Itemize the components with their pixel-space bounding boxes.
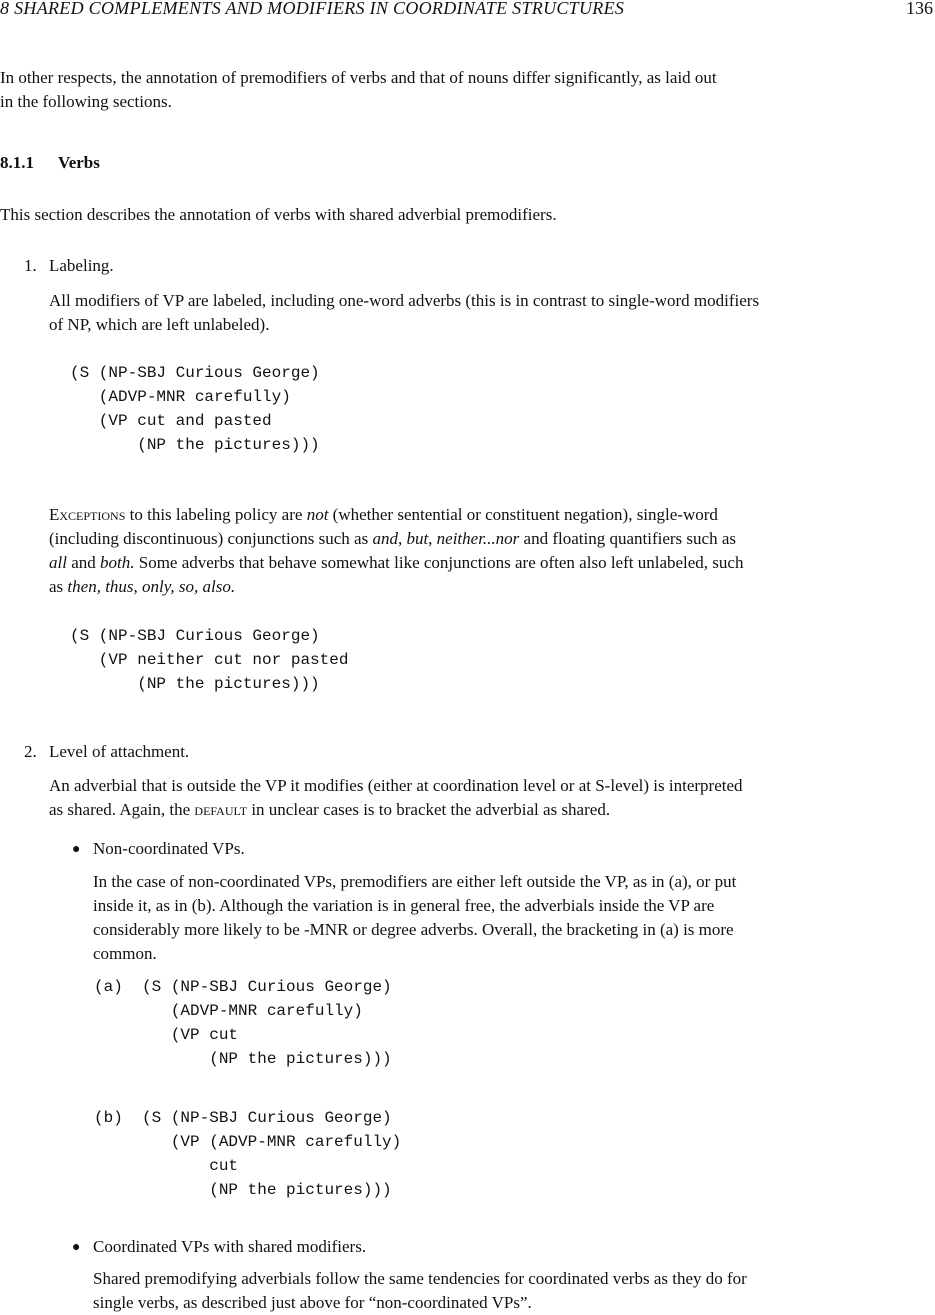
section-title: Verbs xyxy=(58,153,100,172)
item-1-text xyxy=(49,289,935,337)
section-description: This section describes the annotation of verbs with shared adverbial premodifiers. xyxy=(0,205,557,224)
bullet-2-icon: ● xyxy=(72,1240,81,1255)
item-1-marker: 1. xyxy=(24,256,37,275)
bullet-1-text: In the case of non-coordinated VPs, premodifiers are either left outside the VP, as in (a), or put inside it, as in (b). Although the variation is in general free, the adverbials inside the VP are considerably more likely to be -MNR or degree adverbs. Overall, the bracketing in (a) is more common. xyxy=(93,872,737,963)
bullet-2-title: Coordinated VPs with shared modifiers. xyxy=(93,1237,367,1256)
code-example-b: (b) (S (NP-SBJ Curious George) (VP (ADVP-MNR carefully) cut (NP the pictures))) xyxy=(94,1109,402,1199)
code-example-labeling: (S (NP-SBJ Curious George) (ADVP-MNR carefully) (VP cut and pasted (NP the pictures))) xyxy=(70,364,320,454)
page-number: 136 xyxy=(906,0,933,18)
item-1-text-line-2: of NP, which are left unlabeled). xyxy=(49,315,270,334)
intro-line-2: in the following sections. xyxy=(0,92,172,111)
code-example-exceptions: (S (NP-SBJ Curious George) (VP neither cut nor pasted (NP the pictures))) xyxy=(70,627,349,693)
code-example-a: (a) (S (NP-SBJ Curious George) (ADVP-MNR carefully) (VP cut (NP the pictures))) xyxy=(94,978,392,1068)
item-1-title: Labeling. xyxy=(49,256,114,275)
bullet-1-title: Non-coordinated VPs. xyxy=(93,839,245,858)
running-header-title: 8 SHARED COMPLEMENTS AND MODIFIERS IN COORDINATE STRUCTURES xyxy=(0,0,625,18)
bullet-2-text: Shared premodifying adverbials follow the same tendencies for coordinated verbs as they do for single verbs, as described just above for “non-coordinated VPs”. xyxy=(93,1269,747,1312)
exceptions-term: Exceptions xyxy=(49,505,126,524)
section-heading xyxy=(0,153,100,173)
item-1-text-line-1: All modifiers of VP are labeled, including one-word adverbs (this is in contrast to single-word modifiers xyxy=(49,291,760,310)
bullet-1-icon: ● xyxy=(72,842,81,857)
item-2-title: Level of attachment. xyxy=(49,742,190,761)
intro-line-1: In other respects, the annotation of premodifiers of verbs and that of nouns differ significantly, as laid out xyxy=(0,68,717,87)
item-2-text-line-1: An adverbial that is outside the VP it modifies (either at coordination level or at S-level) is interpreted xyxy=(49,776,743,795)
section-number: 8.1.1 xyxy=(0,153,34,172)
item-2-text: An adverbial that is outside the VP it modifies (either at coordination level or at S-level) is interpreted as shared. Again, the default in unclear cases is to bracket the adverbial as shared. xyxy=(49,774,935,822)
intro-paragraph xyxy=(0,66,935,114)
default-term: default xyxy=(194,800,248,819)
item-2-marker: 2. xyxy=(24,742,37,761)
exceptions-paragraph: Exceptions to this labeling policy are not (whether sentential or constituent negation), single-word (including discontinuous) conjunctions such as and, but, neither...nor and floating quantifiers such as all and both. Some adverbs that behave somewhat like conjunctions are often also left unlabeled, such as then, thus, only, so, also. xyxy=(49,505,744,596)
